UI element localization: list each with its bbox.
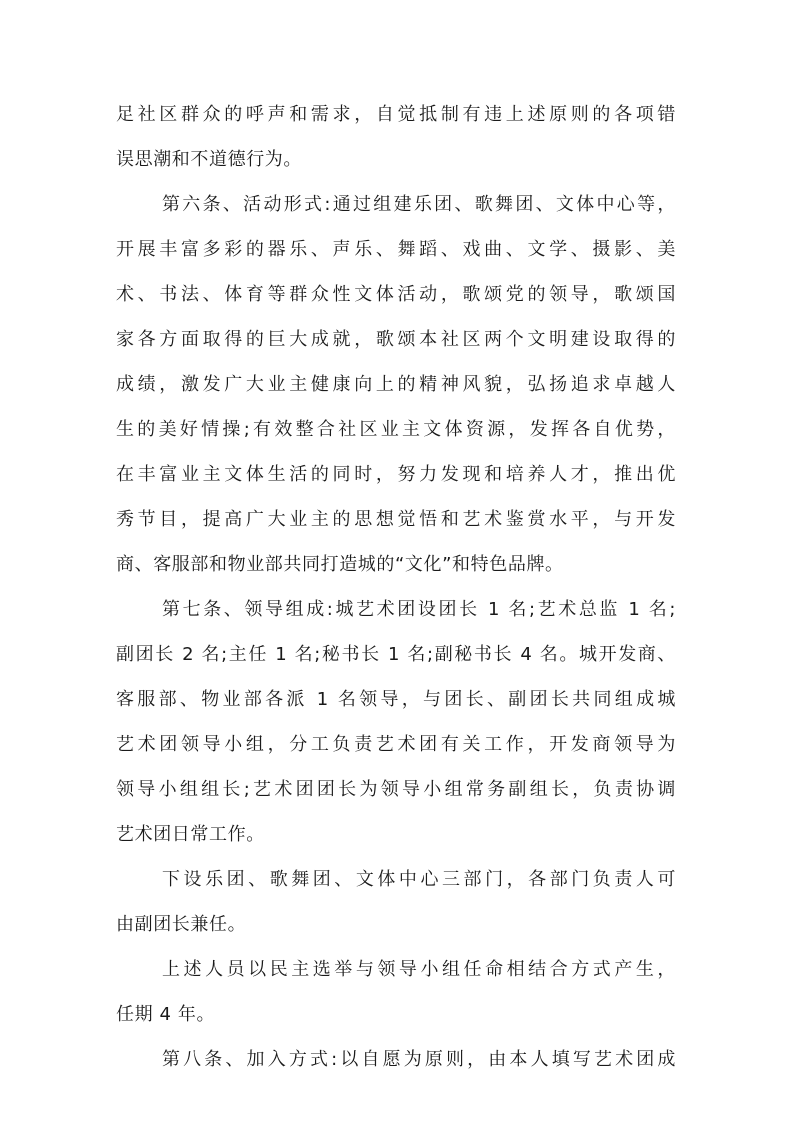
text-line: 在丰富业主文体生活的同时，努力发现和培养人才，推出优 <box>116 464 676 485</box>
text-line: 艺术团领导小组，分工负责艺术团有关工作，开发商领导为 <box>116 734 676 755</box>
text-line: 艺术团日常工作。 <box>116 824 265 845</box>
text-line: 副团长 2 名;主任 1 名;秘书长 1 名;副秘书长 4 名。城开发商、 <box>116 644 676 665</box>
text-line: 商、客服部和物业部共同打造城的“文化”和特色品牌。 <box>116 554 564 575</box>
text-line: 第六条、活动形式:通过组建乐团、歌舞团、文体中心等， <box>162 194 676 215</box>
text-line: 第七条、领导组成:城艺术团设团长 1 名;艺术总监 1 名; <box>162 599 676 620</box>
text-line: 下设乐团、歌舞团、文体中心三部门，各部门负责人可 <box>162 869 676 890</box>
text-line: 误思潮和不道德行为。 <box>116 149 302 170</box>
text-line: 生的美好情操;有效整合社区业主文体资源，发挥各自优势， <box>116 419 676 440</box>
text-line: 术、书法、体育等群众性文体活动，歌颂党的领导，歌颂国 <box>116 284 676 305</box>
text-line: 开展丰富多彩的器乐、声乐、舞蹈、戏曲、文学、摄影、美 <box>116 239 676 260</box>
text-line: 由副团长兼任。 <box>116 914 247 935</box>
text-line: 家各方面取得的巨大成就，歌颂本社区两个文明建设取得的 <box>116 329 676 350</box>
text-line: 任期 4 年。 <box>116 1004 216 1025</box>
text-line: 上述人员以民主选举与领导小组任命相结合方式产生， <box>162 959 676 980</box>
text-line: 成绩，激发广大业主健康向上的精神风貌，弘扬追求卓越人 <box>116 374 676 395</box>
text-line: 第八条、加入方式:以自愿为原则，由本人填写艺术团成 <box>162 1049 676 1070</box>
text-line: 客服部、物业部各派 1 名领导，与团长、副团长共同组成城 <box>116 689 676 710</box>
text-line: 领导小组组长;艺术团团长为领导小组常务副组长，负责协调 <box>116 779 676 800</box>
text-line: 足社区群众的呼声和需求，自觉抵制有违上述原则的各项错 <box>116 104 676 125</box>
text-line: 秀节目，提高广大业主的思想觉悟和艺术鉴赏水平，与开发 <box>116 509 676 530</box>
